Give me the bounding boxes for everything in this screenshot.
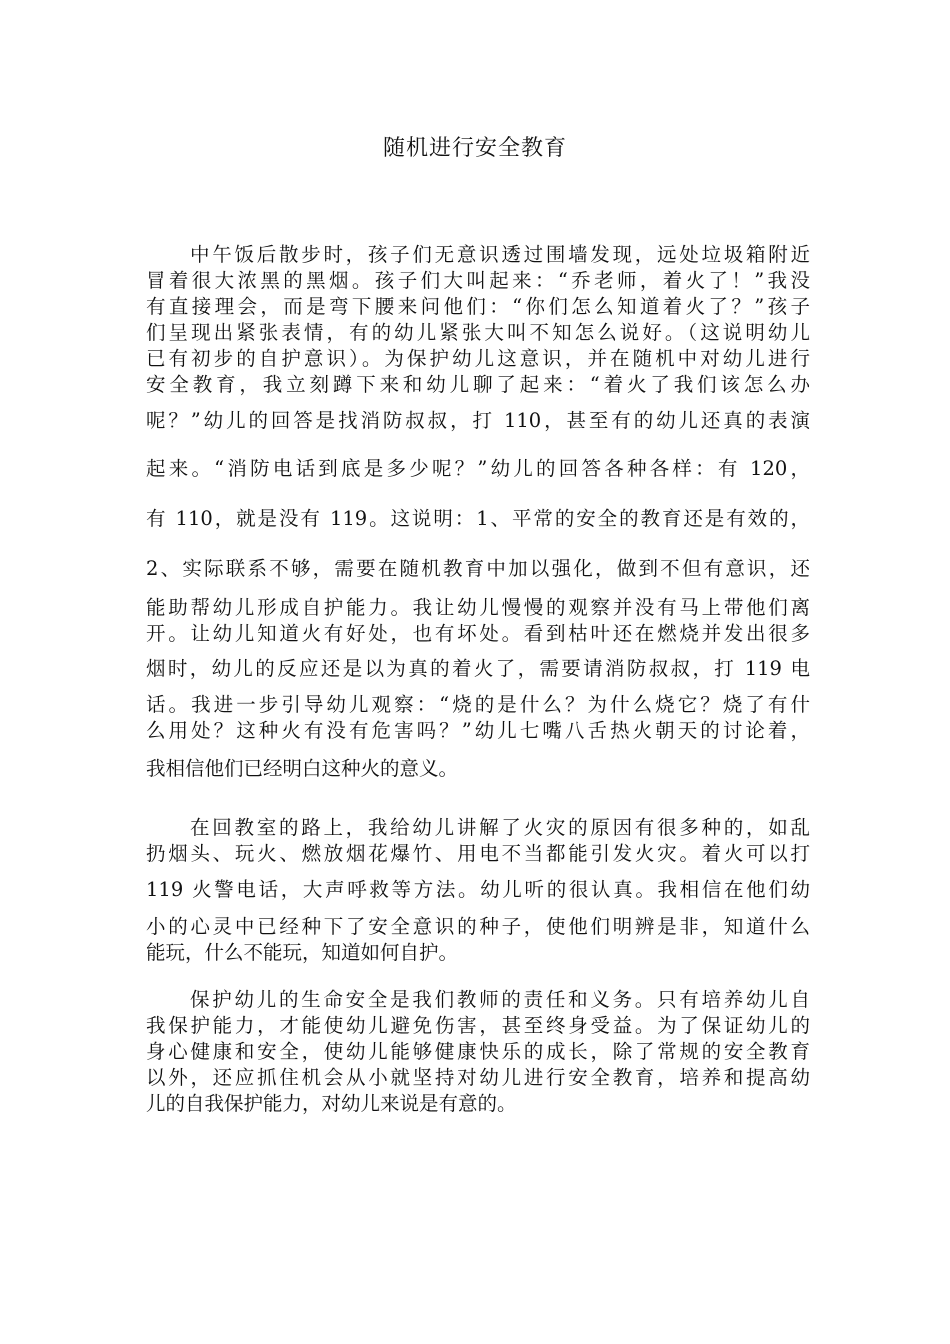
paragraph-line: 有直接理会，而是弯下腰来问他们：“你们怎么知道着火了？”孩子	[146, 295, 810, 318]
paragraph-line: 扔烟头、玩火、燃放烟花爆竹、用电不当都能引发火灾。着火可以打	[146, 842, 810, 865]
paragraph-line: 有 110，就是没有 119。这说明：1、平常的安全的教育还是有效的，	[146, 507, 810, 530]
paragraph-line: 119 火警电话，大声呼救等方法。幼儿听的很认真。我相信在他们幼	[146, 878, 810, 901]
paragraph-line: 身心健康和安全，使幼儿能够健康快乐的成长，除了常规的安全教育	[146, 1040, 810, 1063]
paragraph-line: 安全教育，我立刻蹲下来和幼儿聊了起来：“着火了我们该怎么办	[146, 373, 810, 396]
paragraph-line: 我相信他们已经明白这种火的意义。	[146, 757, 459, 780]
document-title: 随机进行安全教育	[382, 136, 567, 161]
paragraph-line: 小的心灵中已经种下了安全意识的种子，使他们明辨是非，知道什么	[146, 915, 810, 938]
paragraph-line: 已有初步的自护意识）。为保护幼儿这意识，并在随机中对幼儿进行	[146, 347, 810, 370]
paragraph-line: 中午饭后散步时，孩子们无意识透过围墙发现，远处垃圾箱附近	[190, 243, 810, 266]
paragraph-line: 以外，还应抓住机会从小就坚持对幼儿进行安全教育，培养和提高幼	[146, 1066, 810, 1089]
paragraph-line: 么用处？这种火有没有危害吗？”幼儿七嘴八舌热火朝天的讨论着，	[146, 719, 810, 742]
paragraph-line: 烟时，幼儿的反应还是以为真的着火了，需要请消防叔叔，打 119 电	[146, 657, 810, 680]
paragraph-line: 话。我进一步引导幼儿观察：“烧的是什么？为什么烧它？烧了有什	[146, 693, 810, 716]
paragraph-line: 能助帮幼儿形成自护能力。我让幼儿慢慢的观察并没有马上带他们离	[146, 596, 810, 619]
paragraph-line: 能玩，什么不能玩，知道如何自护。	[146, 941, 459, 964]
paragraph-line: 冒着很大浓黑的黑烟。孩子们大叫起来：“乔老师，着火了！”我没	[146, 269, 810, 292]
paragraph-line: 保护幼儿的生命安全是我们教师的责任和义务。只有培养幼儿自	[190, 988, 810, 1011]
paragraph-line: 我保护能力，才能使幼儿避免伤害，甚至终身受益。为了保证幼儿的	[146, 1014, 810, 1037]
paragraph-line: 开。让幼儿知道火有好处，也有坏处。看到枯叶还在燃烧并发出很多	[146, 622, 810, 645]
paragraph-line: 在回教室的路上，我给幼儿讲解了火灾的原因有很多种的，如乱	[190, 816, 810, 839]
paragraph-line: 起来。“消防电话到底是多少呢？”幼儿的回答各种各样：有 120，	[146, 457, 810, 480]
paragraph-line: 呢？”幼儿的回答是找消防叔叔，打 110，甚至有的幼儿还真的表演	[146, 409, 810, 432]
paragraph-line: 2、实际联系不够，需要在随机教育中加以强化，做到不但有意识，还	[146, 557, 810, 580]
paragraph-line: 儿的自我保护能力，对幼儿来说是有意的。	[146, 1092, 517, 1115]
paragraph-line: 们呈现出紧张表情，有的幼儿紧张大叫不知怎么说好。（这说明幼儿	[146, 321, 810, 344]
